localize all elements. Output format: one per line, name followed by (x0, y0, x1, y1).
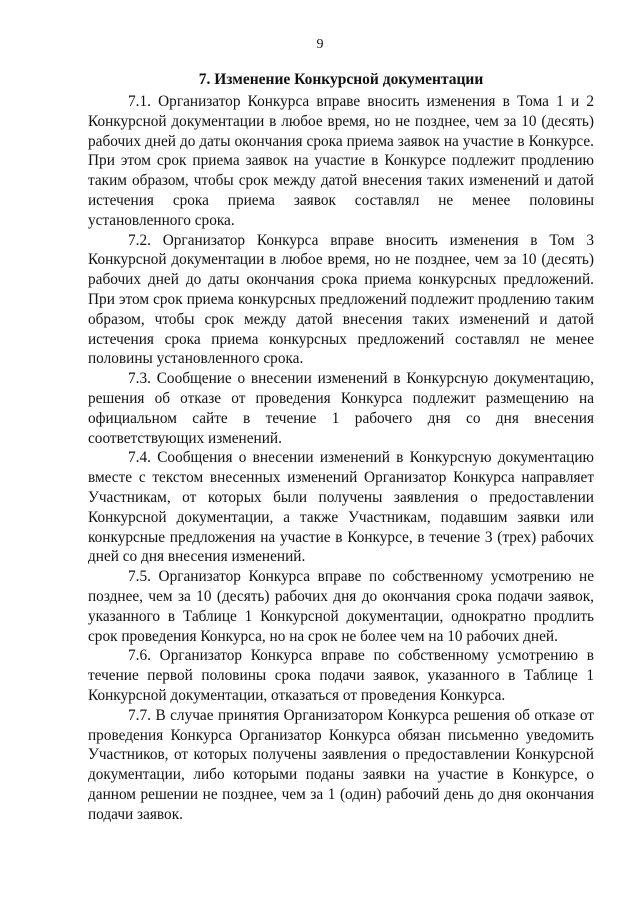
paragraph-7-1: 7.1. Организатор Конкурса вправе вносить изменения в Тома 1 и 2 Конкурсной документации в любое время, но не позднее, чем за 10 (десять) рабочих дней до даты окончания срока приема заявок на участие в Конкурсе. При этом срок приема заявок на участие в Конкурсе подлежит продлению таким образом, чтобы срок между датой внесения таких изменений и датой истечения срока приема заявок составлял не менее половины установленного срока. (88, 93, 594, 229)
section-body (88, 92, 594, 824)
paragraph-7-3: 7.3. Сообщение о внесении изменений в Конкурсную документацию, решения об отказе от проведения Конкурса подлежит размещению на официальном сайте в течение 1 рабочего дня со дня внесения соответствующих изменений. (88, 370, 594, 447)
paragraph-7-2: 7.2. Организатор Конкурса вправе вносить изменения в Том 3 Конкурсной документации в любое время, но не позднее, чем за 10 (десять) рабочих дней до даты окончания срока приема конкурсных предложений. При этом срок приема конкурсных предложений подлежит продлению таким образом, чтобы срок между датой внесения таких изменений и датой истечения срока приема конкурсных предложений составлял не менее половины установленного срока. (88, 231, 594, 368)
page-number: 9 (316, 37, 324, 52)
section-title: 7. Изменение Конкурсной документации (198, 71, 484, 88)
paragraph-7-5: 7.5. Организатор Конкурса вправе по собственному усмотрению не позднее, чем за 10 (десять) рабочих дня до окончания срока подачи заявок, указанного в Таблице 1 Конкурсной документации, однократно продлить срок проведения Конкурса, но на срок не более чем на 10 рабочих дней. (88, 568, 594, 645)
paragraph-7-7: 7.7. В случае принятия Организатором Конкурса решения об отказе от проведения Конкурса Организатор Конкурса обязан письменно уведомить Участников, от которых получены заявления о предоставлении Конкурсной документации, либо которыми поданы заявки на участие в Конкурсе, о данном решении не позднее, чем за 1 (один) рабочий день до дня окончания подачи заявок. (88, 706, 594, 823)
paragraph-7-4: 7.4. Сообщения о внесении изменений в Конкурсную документацию вместе с текстом внесенных изменений Организатор Конкурса направляет Участникам, от которых были получены заявления о предоставлении Конкурсной документации, а также Участникам, подавшим заявки или конкурсные предложения на участие в Конкурсе, в течение 3 (трех) рабочих дней со дня внесения изменений. (88, 449, 594, 566)
paragraph-7-6: 7.6. Организатор Конкурса вправе по собственному усмотрению в течение первой половины срока подачи заявок, указанного в Таблице 1 Конкурсной документации, отказаться от проведения Конкурса. (88, 647, 594, 704)
